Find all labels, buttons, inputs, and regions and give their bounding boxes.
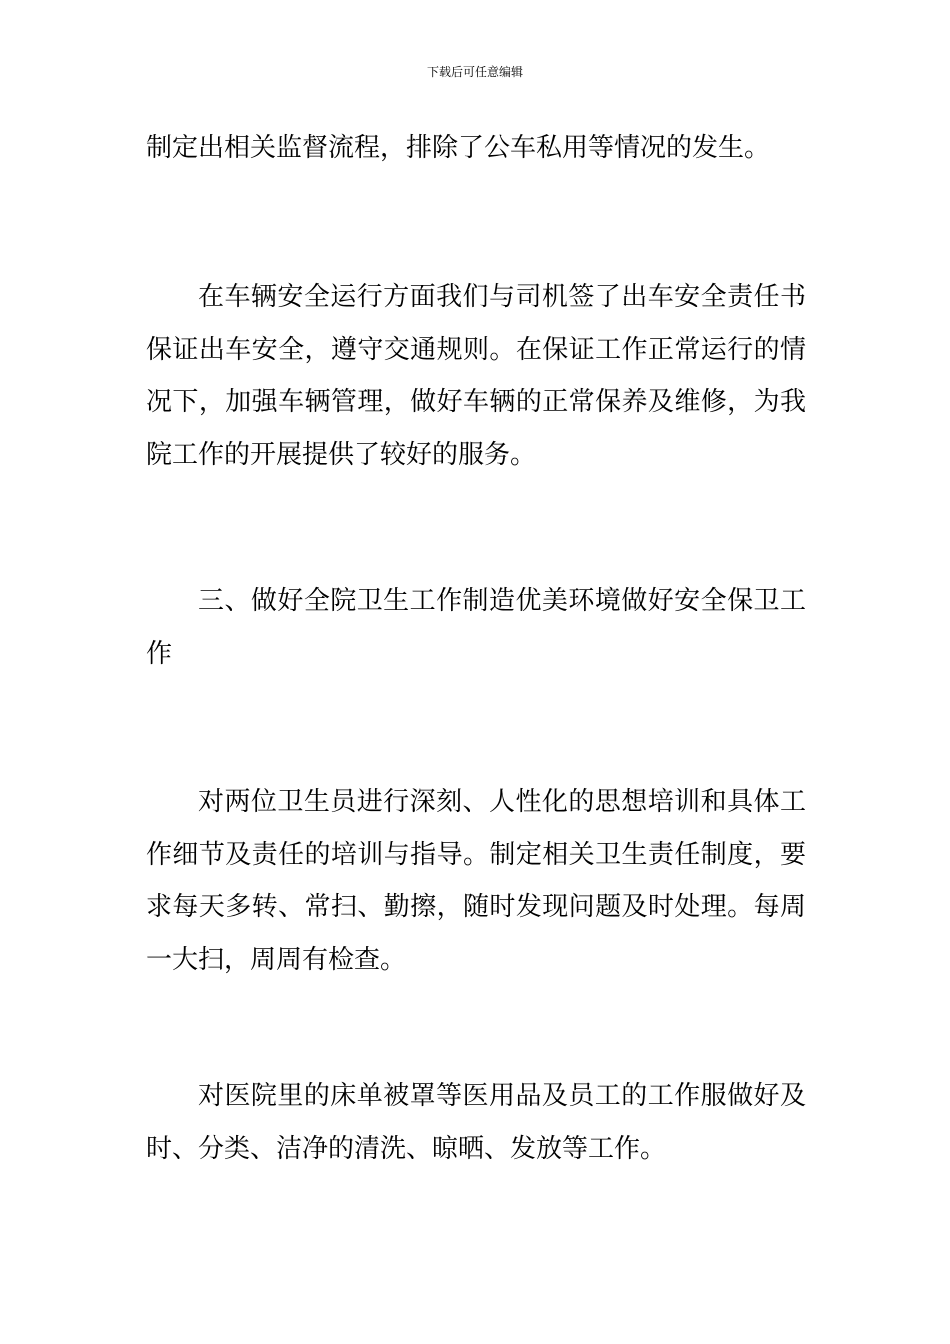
paragraph-continuation: 制定出相关监督流程，排除了公车私用等情况的发生。 <box>146 133 771 163</box>
paragraph-vehicle-safety: 在车辆安全运行方面我们与司机签了出车安全责任书保证出车安全，遵守交通规则。在保证工作正常运行的情况下，加强车辆管理，做好车辆的正常保养及维修，为我院工作的开展提供了较好的服务。 <box>146 282 806 470</box>
section-heading-sanitation: 三、做好全院卫生工作制造优美环境做好安全保卫工作 <box>146 586 806 669</box>
page-header: 下载后可任意编辑 <box>426 65 523 79</box>
paragraph-cleaner-training: 对两位卫生员进行深刻、人性化的思想培训和具体工作细节及责任的培训与指导。制定相关卫生责任制度，要求每天多转、常扫、勤擦，随时发现问题及时处理。每周一大扫，周周有检查。 <box>146 787 806 975</box>
paragraph-laundry: 对医院里的床单被罩等医用品及员工的工作服做好及时、分类、洁净的清洗、晾晒、发放等工作。 <box>146 1081 806 1164</box>
